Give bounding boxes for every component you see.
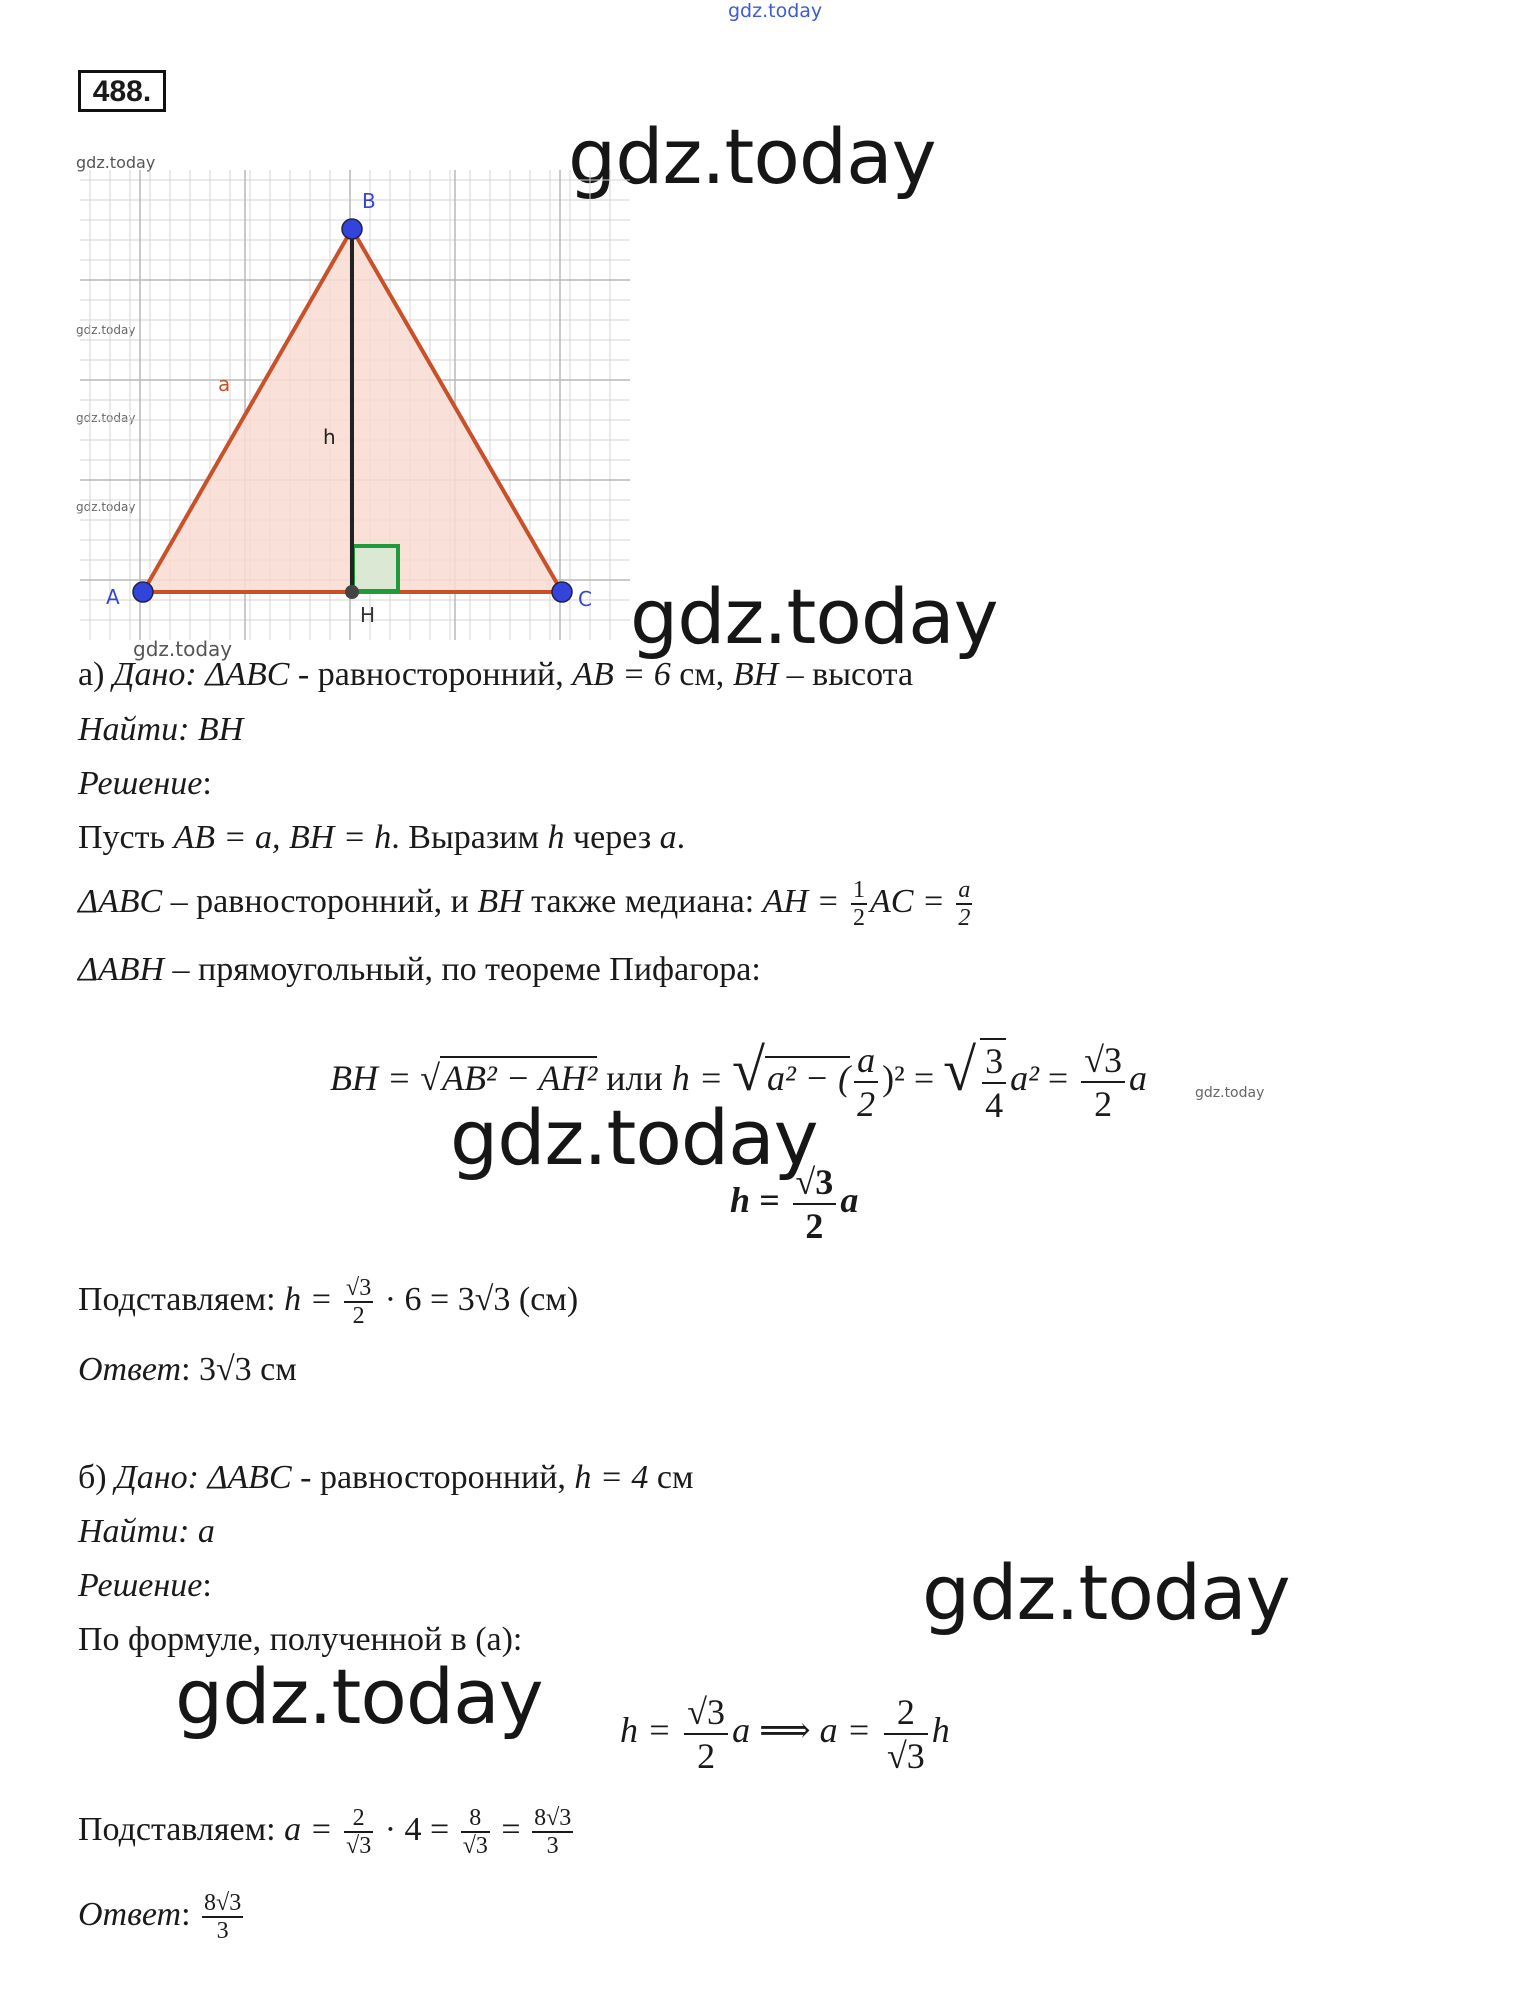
watermark-5: gdz.today [175,1652,543,1741]
watermark-top: gdz.today [728,0,823,22]
label-b: B [362,189,376,213]
result-formula: h = $\frac{√3}{2}$ a [730,1161,859,1246]
right-angle-mark [353,546,398,591]
label-a: A [106,585,120,609]
point-a [133,582,153,602]
part-b-answer: Ответ: $\frac{8√3}{3}$ [78,1890,242,1945]
watermark-1: gdz.today [568,112,936,201]
part-a-find: Найти: BH [78,711,244,748]
part-b-find: Найти: a [78,1513,215,1550]
watermark-figure-3: gdz.today [76,500,136,514]
watermark-figure-bottom: gdz.today [133,637,233,661]
label-c: C [578,587,592,611]
watermark-figure-1: gdz.today [76,323,136,337]
part-b-line1: По формуле, полученной в (а): [78,1621,523,1658]
watermark-figure-2: gdz.today [76,411,136,425]
part-a-substitute: Подставляем: h = $\frac{√3}{2}$ · 6 = 3√3 (см) [78,1275,579,1330]
part-a-line1: Пусть AB = a, BH = h. Выразим h через a. [78,819,686,856]
part-b-substitute: Подставляем: a = $\frac{2}{√3}$ · 4 = $\frac{8}{√3}$ = $\frac{8√3}{3}$ [78,1805,572,1860]
part-a-given: а) Дано: ΔABC - равносторонний, AB = 6 см, BH – высота [78,656,914,693]
label-side-a: a [218,372,231,396]
label-height-h: h [323,425,336,449]
label-h: H [360,603,376,627]
part-a-answer: Ответ: 3√3 см [78,1351,297,1388]
triangle-figure [80,170,640,650]
watermark-4: gdz.today [922,1548,1290,1637]
watermark-formula: gdz.today [1195,1085,1265,1101]
part-a-solution: Решение: [78,765,212,802]
part-b-given: б) Дано: ΔABC - равносторонний, h = 4 см [78,1459,694,1496]
part-b-formula: h = $\frac{√3}{2}$ a ⟹ a = $\frac{2}{√3}$ h [620,1691,950,1776]
point-c [552,582,572,602]
point-b [342,219,362,239]
part-a-line2: ΔABC – равносторонний, и BH также медиана: AH = $\frac{1}{2}$ AC = $\frac{a}{2}$ [78,877,971,932]
watermark-figure-top: gdz.today [76,153,156,172]
part-b-solution: Решение: [78,1567,212,1604]
pythagoras-formula: BH = √AB² − AH² или h = √a² − ( $\frac{a}{2}$ )² = √ $\frac{3}{4}$ a² = $\frac{√3}{2}$ a [330,1037,1147,1125]
problem-number: 488. [78,70,166,112]
point-h [345,585,359,599]
watermark-2: gdz.today [630,572,998,661]
watermark-3: gdz.today [450,1093,818,1182]
part-a-line3: ΔABH – прямоугольный, по теореме Пифагора: [78,951,761,988]
